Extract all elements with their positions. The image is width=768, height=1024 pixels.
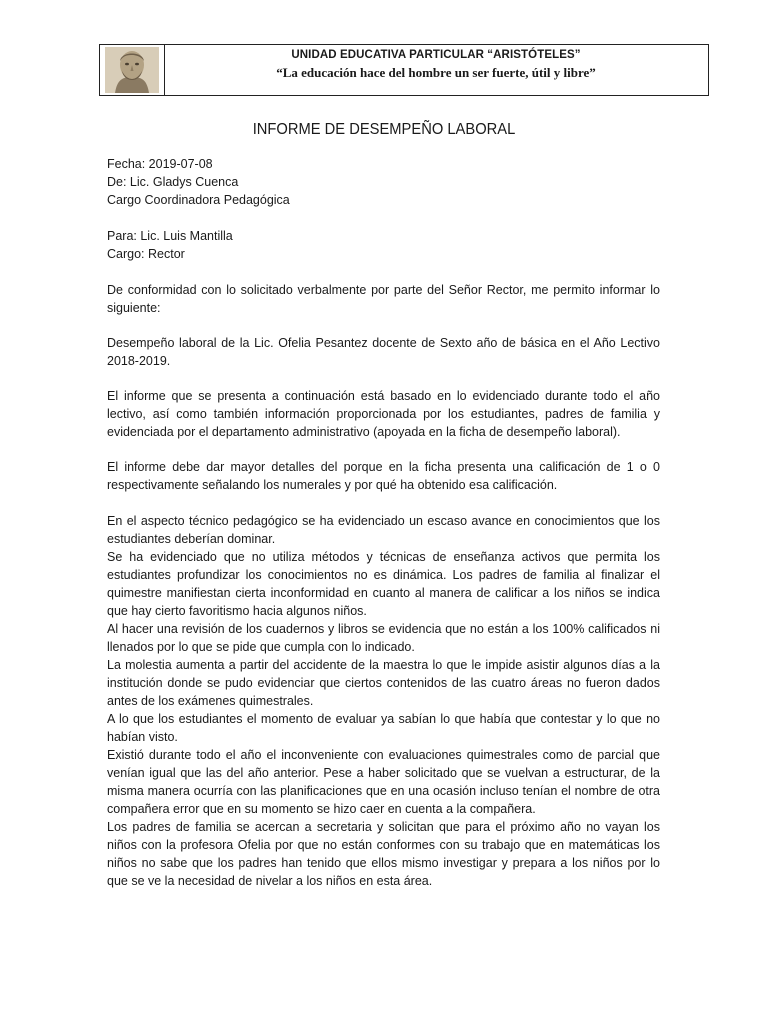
finding-paragraph: Existió durante todo el año el inconveniente con evaluaciones quimestrales como de parcial que venían igual que las del año anterior. Pese a haber solicitado que se vuelvan a estructurar, de la misma manera ocurría con las planificaciones que en una ocasión incluso tenían el nombre de otra compañera error que en su momento se hizo caer en cuenta a la compañera. — [107, 748, 660, 816]
letterhead — [99, 44, 709, 96]
findings-section — [107, 512, 660, 890]
finding-paragraph: Se ha evidenciado que no utiliza métodos y técnicas de enseñanza activos que permita los estudiantes profundizar los conocimientos no es dinámica. Los padres de familia al finalizar el quimestre manifiestan cierta inconformidad en cuanto al manera de calificar a los niños se indica que hay cierto favoritismo hacia algunos niños. — [107, 550, 660, 618]
finding-paragraph: Los padres de familia se acercan a secretaria y solicitan que para el próximo año no vayan los niños con la profesora Ofelia por que no están conformes con su trabajo que en matemáticas los niños no sabe que los padres han tenido que ellos mismo investigar y prepara a los niños por lo que se ve la necesidad de nivelar a los niños en esta área. — [107, 820, 660, 888]
from-position-line: Cargo Coordinadora Pedagógica — [107, 193, 290, 207]
school-name: UNIDAD EDUCATIVA PARTICULAR “ARISTÓTELES” — [291, 49, 581, 61]
basis-paragraph: El informe que se presenta a continuación está basado en lo evidenciado durante todo el año lectivo, así como también información proporcionada por los estudiantes, padres de familia y evidenciada por el departamento administrativo (apoyada en la ficha de desempeño laboral). — [107, 389, 660, 439]
school-motto: “La educación hace del hombre un ser fuerte, útil y libre” — [276, 65, 596, 80]
from-line: De: Lic. Gladys Cuenca — [107, 175, 239, 189]
document-title: INFORME DE DESEMPEÑO LABORAL — [252, 121, 516, 138]
recipient-block — [107, 227, 667, 263]
to-line: Para: Lic. Luis Mantilla — [107, 229, 233, 243]
intro-paragraph: De conformidad con lo solicitado verbalmente por parte del Señor Rector, me permito informar lo siguiente: — [107, 283, 660, 315]
logo-cell — [100, 45, 165, 95]
finding-paragraph: Al hacer una revisión de los cuadernos y libros se evidencia que no están a los 100% calificados ni llenados por lo que se pide que cumpla con lo indicado. — [107, 622, 660, 654]
finding-paragraph: La molestia aumenta a partir del accidente de la maestra lo que le impide asistir algunos días a la institución donde se pudo evidenciar que ciertos contenidos de las cuatro áreas no fueron dados antes de los exámenes quimestrales. — [107, 658, 660, 708]
sender-block — [107, 155, 667, 209]
finding-paragraph: A lo que los estudiantes el momento de evaluar ya sabían lo que había que contestar y lo que no habían visto. — [107, 712, 660, 744]
date-line: Fecha: 2019-07-08 — [107, 157, 213, 171]
finding-paragraph: En el aspecto técnico pedagógico se ha evidenciado un escaso avance en conocimientos que los estudiantes deberían dominar. — [107, 514, 660, 546]
aristotle-bust-icon — [105, 47, 159, 93]
detail-paragraph: El informe debe dar mayor detalles del porque en la ficha presenta una calificación de 1 o 0 respectivamente señalando los numerales y por qué ha obtenido esa calificación. — [107, 460, 660, 492]
subject-paragraph: Desempeño laboral de la Lic. Ofelia Pesantez docente de Sexto año de básica en el Año Lectivo 2018-2019. — [107, 336, 660, 368]
to-position-line: Cargo: Rector — [107, 247, 185, 261]
